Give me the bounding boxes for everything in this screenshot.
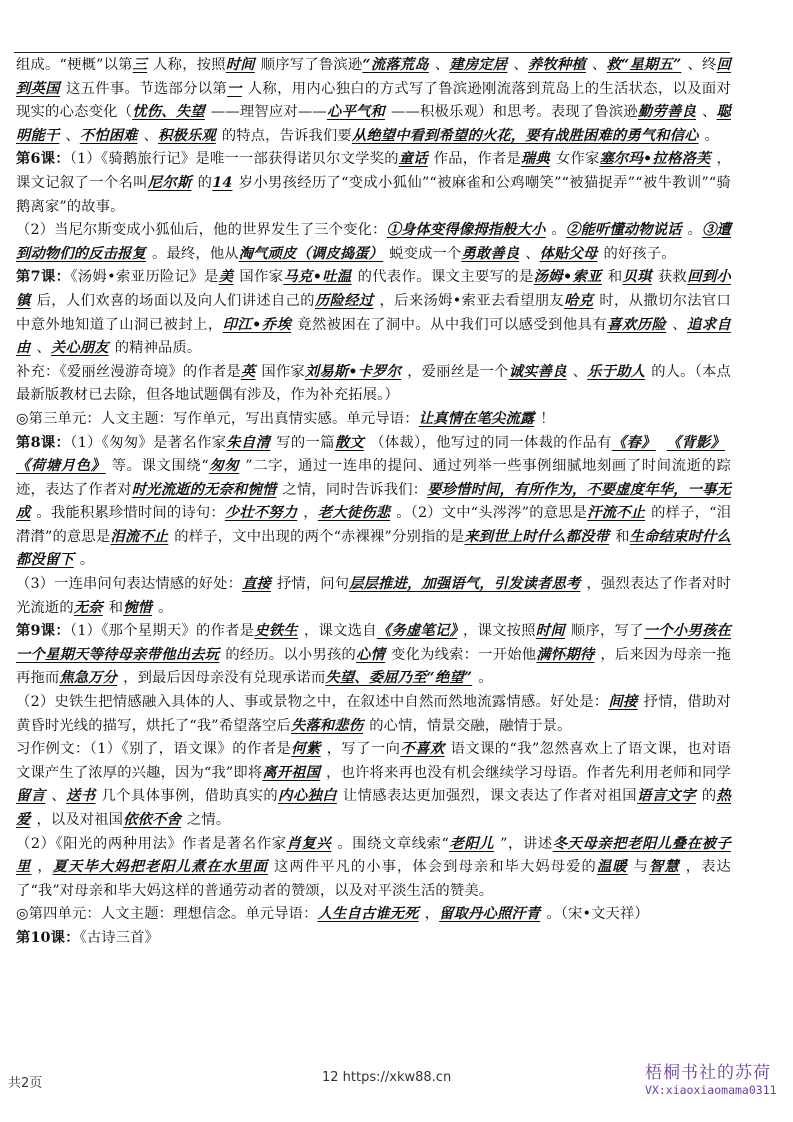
body-text: 的好孩子。 [603,245,676,262]
body-text: 获救 [657,269,688,286]
body-text: ，后来因为母亲一拖再拖而 [16,646,731,687]
body-text: ”，讲述 [500,835,553,852]
body-text: 的 [197,174,213,191]
body-text: 、 [525,245,540,262]
body-text: 国作家 [239,269,284,286]
filled-answer: 朱自清 [226,434,271,451]
filled-answer: 老大徒伤悲 [317,505,391,522]
body-text: ， [37,859,53,876]
paragraph [16,148,731,219]
filled-answer: 贝琪 [622,269,652,286]
filled-answer: 忧伤、失望 [132,104,205,121]
lesson-heading: 第8课： [16,434,71,451]
body-text: （2）当尼尔斯变成小狐仙后，他的世界发生了三个变化： [16,222,387,239]
body-text: 。 [79,552,95,569]
filled-answer: 救“星期五” [606,57,682,73]
body-text [662,435,667,451]
filled-answer: 聪明能干 [16,104,731,144]
body-text: 。 [158,599,173,616]
filled-answer: 历险经过 [314,292,374,309]
page-footer-url: 12 https://xkw88.cn [322,1070,452,1085]
paragraph [16,432,731,574]
body-text: ，爱丽丝是一个 [407,363,509,380]
body-text: 和 [108,599,124,616]
body-text: （1）《那个星期天》的作者是 [69,623,255,640]
paragraph [16,691,731,738]
filled-answer: 人生自古谁无死 [317,906,419,923]
filled-answer: 一 [227,80,242,97]
body-text: 岁小男孩经历了“变成小狐仙”“被麻雀和公鸡嘲笑”“被猫捉弄”“被牛教训”“骑鹅离家”的故事。 [16,174,732,215]
paragraph [16,361,731,408]
filled-answer: ③遭到动物们的反击报复 [16,222,731,262]
body-text: 写的一篇 [276,434,335,451]
body-text: （1）《匆匆》是著名作家 [70,434,227,451]
filled-answer: ①身体变得像拇指般大小 [386,222,546,239]
filled-answer: 汤姆•索亚 [533,269,602,286]
filled-answer: 让真情在笔尖流露 [418,410,535,427]
body-text: ，课文记叙了一个名叫 [16,151,731,191]
body-text: 语文课的“我”忽然喜欢上了语文课，也对语文课产生了浓厚的兴趣，因为“我”即将 [16,741,732,781]
body-text: 。 [704,127,720,144]
body-text: 《古诗三首》 [79,929,160,946]
body-text: 的 [701,788,717,805]
filled-answer: 层层推进，加强语气，引发读者思考 [349,576,581,593]
filled-answer: 《务虚笔记》 [376,623,457,640]
filled-answer: 热爱 [16,788,731,828]
body-text: 抒情，问句 [276,576,350,593]
filled-answer: 泪流不止 [110,528,169,545]
filled-answer: 依依不舍 [123,812,181,828]
filled-answer: 要珍惜时间，有所作为，不要虚度年华，一事无成 [16,481,732,522]
body-text: 的经历。以小男孩的 [225,646,357,663]
body-text: 、 [36,340,51,357]
paragraph [16,573,731,620]
filled-answer: 惋惜 [123,599,153,616]
watermark-contact: VX:xiaoxiaomama0311 [645,1083,777,1097]
filled-answer: 心情 [356,646,386,663]
body-text: ——积极乐观）和思考。表现了鲁滨逊 [391,104,638,121]
body-text: 的样子，“泪潸潸”的意思是 [16,505,732,545]
filled-answer: 诚实善良 [508,363,567,380]
filled-answer: 体贴父母 [539,245,598,262]
body-text: （2）《阳光的两种用法》作者是著名作家 [16,835,287,852]
filled-answer: 14 [212,174,233,191]
body-text: 组成。“梗概”以第 [16,57,133,73]
filled-answer: 一个小男孩在一个星期天等待母亲带他出去玩 [16,623,731,663]
body-text: 《汤姆•索亚历险记》是 [70,269,219,286]
filled-answer: 失落和悲伤 [290,717,364,734]
filled-answer: 语言文字 [637,788,696,805]
paragraph [16,620,731,691]
body-text: ，以及对祖国 [36,812,124,828]
filled-answer: 《春》 [611,434,656,451]
body-text: 。（宋•文天祥） [546,906,649,923]
filled-answer: 建房定居 [449,57,508,73]
filled-answer: 刘易斯•卡罗尔 [304,363,402,380]
filled-answer: 留取丹心照汗青 [439,906,541,923]
body-text: 、 [51,788,67,805]
body-text: 、 [672,316,688,333]
body-text: 。（2）文中“头涔涔”的意思是 [396,505,588,522]
body-text: 作品，作者是 [433,151,521,168]
filled-answer: 来到世上时什么都没带 [464,528,610,545]
filled-answer: 美 [218,269,234,286]
lesson-heading: 第6课： [16,151,70,168]
body-text: 之情。 [186,812,231,828]
filled-answer: 不喜欢 [400,741,445,758]
filled-answer: 淘气顽皮（调皮捣蛋） [238,245,384,262]
paragraph [16,833,731,904]
body-text: 人称，按照 [153,57,226,73]
lesson-heading: 第7课： [16,269,71,286]
filled-answer: 史铁生 [254,623,298,640]
filled-answer: 心平气和 [326,104,386,121]
body-text: ，强烈表达了作者对时光流逝的 [16,576,731,616]
body-text: 国作家 [261,363,305,380]
body-text: 的代表作。课文主要写的是 [357,269,534,286]
body-text: 的精神品质。 [114,340,202,357]
body-text: ， [303,505,318,522]
body-text: ，也许将来再也没有机会继续学习母语。作者先利用老师和同学 [326,764,731,781]
body-text: 、 [702,104,717,121]
body-text: 、 [65,127,80,144]
body-text: 和 [607,269,623,286]
lesson-heading: 第10课： [16,929,80,946]
body-text: 人称，用内心独白的方式写了鲁滨逊刚流落到荒岛上的生活状态，以及面对现实的心态变化（ [16,80,731,121]
body-text: （3）一连串问句表达情感的好处： [16,576,243,593]
filled-answer: 散文 [334,434,365,451]
filled-answer: 童话 [398,151,428,168]
body-text: 、 [592,57,607,73]
filled-answer: 塞尔玛•拉格洛芙 [599,151,711,168]
body-text: 之情，同时告诉我们： [282,481,428,498]
filled-answer: 满怀期待 [536,646,595,663]
body-text: （体裁），他写过的同一体裁的作品有 [370,434,612,451]
body-text: 。 [687,222,703,239]
filled-answer: 无奈 [73,599,103,616]
body-text: 时，从撒切尔法官口中意外地知道了山洞已被封上， [16,292,731,333]
body-text: 竟然被困在了洞中。从中我们可以感受到他具有 [297,316,608,333]
filled-answer: 《背影》 [666,434,725,451]
body-text: 。围绕文章线索“ [337,835,450,852]
filled-answer: 喜欢历险 [607,316,667,333]
filled-answer: 冬天母亲把老阳儿叠在被子里 [16,835,731,876]
filled-answer: 时间 [225,57,255,73]
body-text: 等。课文围绕“ [111,458,209,475]
filled-answer: 失望、委屈乃至“绝望” [325,670,473,687]
body-text: ，课文按照 [462,623,536,640]
filled-answer: 尼尔斯 [147,174,192,191]
filled-answer: 乐于助人 [587,363,646,380]
filled-answer: 马克•吐温 [283,269,352,286]
body-text: 、 [513,57,528,73]
body-text: （2）史铁生把情感融入具体的人、事或景物之中，在叙述中自然而然地流露情感。好处是： [16,694,609,711]
filled-answer: 瑞典 [520,151,550,168]
filled-answer: 送书 [66,788,96,805]
document-body [16,54,731,951]
filled-answer: 《荷塘月色》 [16,458,106,475]
body-text: 、 [434,57,450,73]
filled-answer: 汗流不止 [587,505,646,522]
body-text: 这两件平凡的小事，体会到母亲和毕大妈母爱的 [274,859,597,876]
watermark [645,1058,785,1097]
body-text: 。我能积累珍惜时间的诗句： [36,505,225,522]
body-text: 。 [551,222,566,239]
watermark-title: 梧桐书社的苏荷 [645,1063,771,1083]
paragraph [16,219,731,266]
filled-answer: 时光流逝的无奈和惋惜 [131,481,277,498]
body-text: 、终 [687,57,717,73]
filled-answer: 勤劳善良 [637,104,697,121]
filled-answer: 英 [240,363,256,380]
body-text: ，表达了“我”对母亲和毕大妈这样的普通劳动者的赞颂，以及对平淡生活的赞美。 [16,859,731,899]
filled-answer: 从绝望中看到希望的火花，要有战胜困难的勇气和信心 [351,127,699,144]
paragraph [16,266,731,360]
filled-answer: 不怕困难 [79,127,138,144]
filled-answer: 时间 [535,623,565,640]
filled-answer: 匆匆 [208,458,240,475]
body-text: 蜕变成一个 [389,245,462,262]
filled-answer: 焦急万分 [59,670,118,687]
body-text: 、 [143,127,159,144]
filled-answer: 温暖 [596,859,628,876]
body-text: 后，人们欢喜的场面以及向人们讲述自己的 [36,292,315,309]
body-text: 。最终，他从 [152,245,239,262]
body-text: ，写了一向 [326,741,401,758]
filled-answer: 养牧种植 [527,57,587,73]
body-text: ，后来汤姆•索亚去看望朋友 [379,292,565,309]
page-count: 共2页 [8,1076,43,1091]
paragraph [16,408,731,432]
body-text: ——理智应对—— [210,104,327,121]
body-text: 变化为线索：一开始他 [391,646,537,663]
body-text: ◎第三单元：人文主题：写作单元，写出真情实感。单元导语： [16,410,419,427]
body-text: 顺序写了鲁滨逊 [260,57,363,73]
paragraph [16,738,731,832]
filled-answer: 老阳儿 [449,835,495,852]
filled-answer: 积极乐观 [158,127,216,144]
paragraph [16,903,731,927]
body-text: 让情感表达更加强烈，课文表达了作者对祖国 [342,788,637,805]
body-text: 补充：《爱丽丝漫游奇境》的作者是 [16,363,241,380]
paragraph [16,927,731,951]
body-text: 这五件事。节选部分以第 [65,80,228,97]
body-text: 的特点，告诉我们要 [221,127,352,144]
body-text: 顺序，写了 [570,623,644,640]
filled-answer: 哈克 [564,292,594,309]
paragraph [16,54,731,148]
body-text: ”二字，通过一连串的提问、通过列举一些事例细腻地刻画了时间流逝的踪迹，表达了作者对 [16,458,731,498]
filled-answer: 回到小镇 [16,269,731,309]
body-text: 的人。（本点最新版教材已去除，但各地试题偶有涉及，作为补充拓展。） [16,363,731,404]
body-text: 。 [478,670,493,687]
body-text: 的心情，情景交融，融情于景。 [369,717,572,734]
filled-answer: 直接 [242,576,271,593]
body-text: 抒情，借助对黄昏时光线的描写，烘托了“我”希望落空后 [16,694,731,734]
filled-answer: 少壮不努力 [224,505,298,522]
filled-answer: 回到英国 [16,57,731,97]
body-text: 与 [633,859,649,876]
filled-answer: 夏天毕大妈把老阳儿煮在水里面 [52,859,268,876]
body-text: 、 [572,363,588,380]
body-text: ， [424,906,440,923]
body-text: 习作例文：（1）《别了，语文课》的作者是 [16,741,292,758]
filled-answer: 生命结束时什么都没留下 [16,528,731,569]
body-text: 和 [615,528,630,545]
body-text: 的样子，文中出现的两个“赤裸裸”分别指的是 [174,528,465,545]
lesson-heading: 第9课： [16,623,70,640]
filled-answer: 内心独白 [278,788,337,805]
body-text: ，课文选自 [303,623,377,640]
top-rule [14,52,730,53]
filled-answer: 三 [132,57,148,73]
body-text: （1）《骑鹅旅行记》是唯一一部获得诺贝尔文学奖的 [69,151,399,168]
filled-answer: 关心朋友 [50,340,109,357]
filled-answer: 勇敢善良 [461,245,520,262]
body-text: ！ [540,410,555,427]
body-text: 女作家 [555,151,600,168]
filled-answer: 间接 [608,694,638,711]
body-text: ，到最后因母亲没有兑现承诺而 [123,670,326,687]
filled-answer: 何紫 [291,741,321,758]
filled-answer: 智慧 [649,859,680,876]
filled-answer: 印江•乔埃 [222,316,292,333]
filled-answer: 离开祖国 [262,764,321,781]
body-text: ◎第四单元：人文主题：理想信念。单元导语： [16,906,318,923]
filled-answer: 追求自由 [16,316,731,357]
body-text: 几个具体事例，借助真实的 [101,788,279,805]
filled-answer: 留言 [16,788,46,805]
filled-answer: ②能听懂动物说话 [566,222,682,239]
filled-answer: “流落荒岛 [362,57,429,73]
filled-answer: 肖复兴 [286,835,332,852]
